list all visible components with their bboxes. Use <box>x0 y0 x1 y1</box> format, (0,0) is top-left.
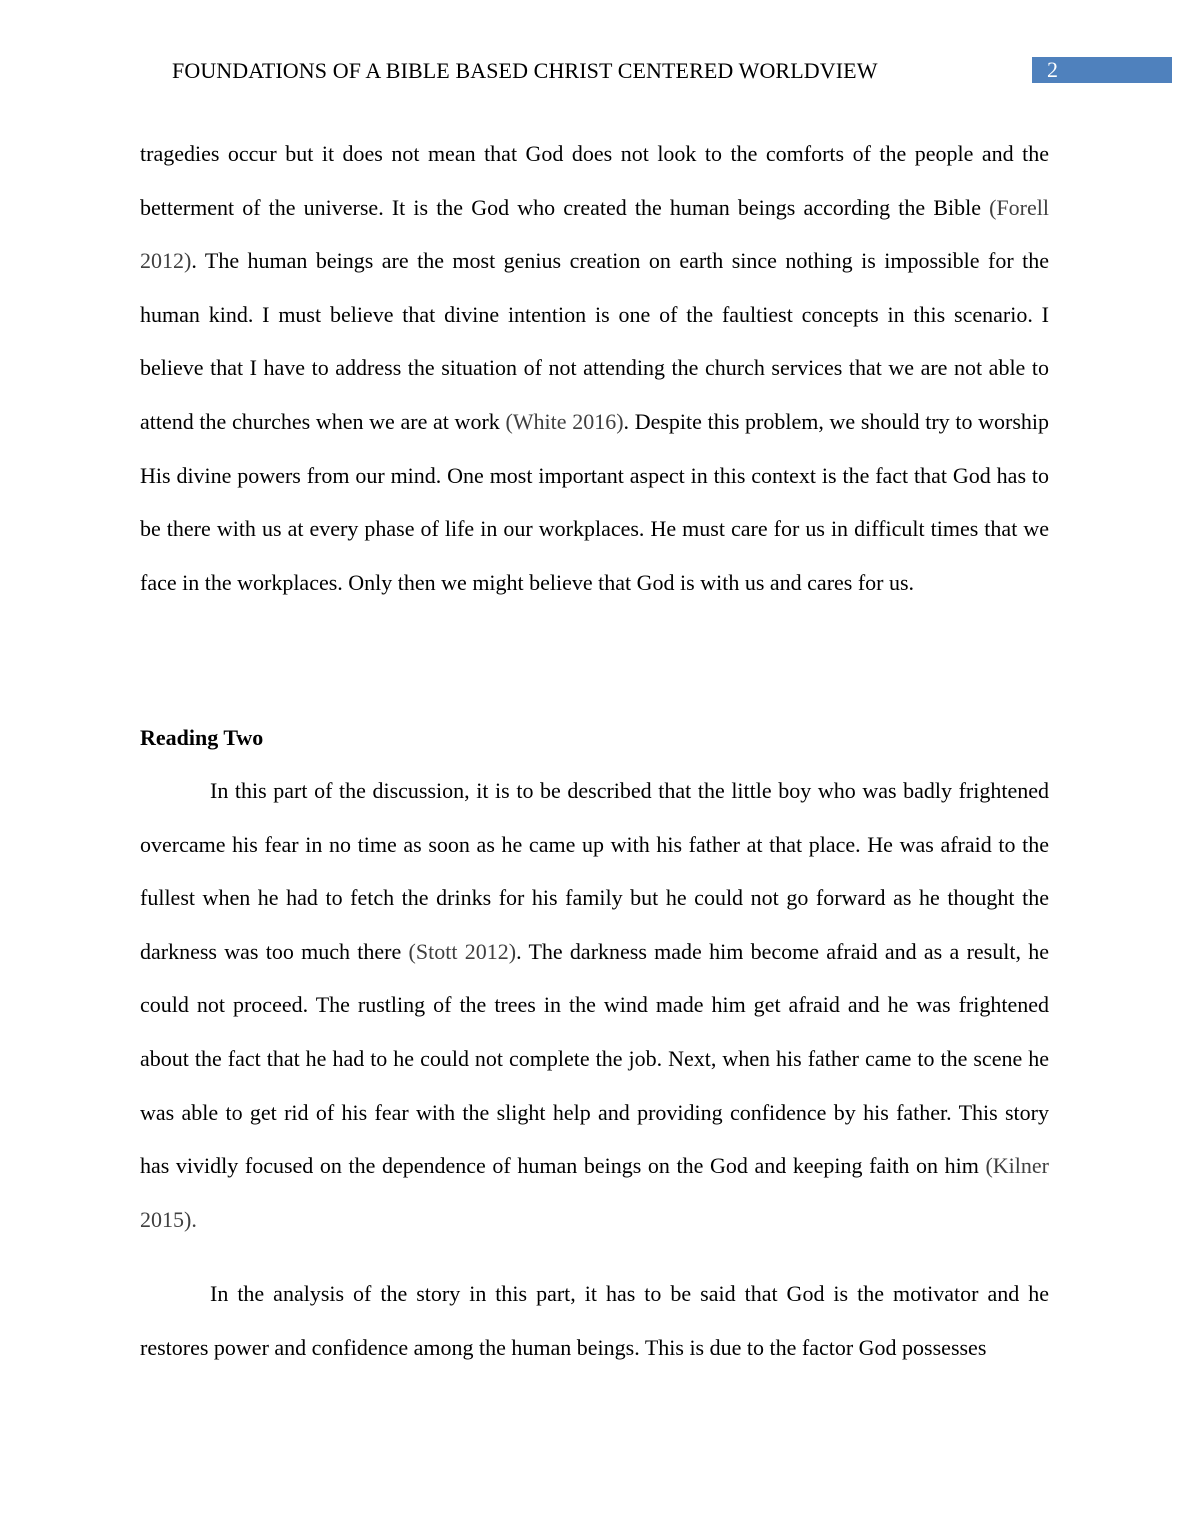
section-heading-reading-two: Reading Two <box>140 725 264 750</box>
citation-white: (White 2016) <box>505 408 624 434</box>
paragraph-2-text-2: . The darkness made him become afraid and as a result, he could not proceed. The rustling of the trees in the wind made him get afraid and he was frightened about the fact that he had to he could not complete the job. Next, when his father came to the scene he was able to get rid of his fear with the slight help and providing confidence by his father. This story has vividly focused on the dependence of human beings on the God and keeping faith on him <box>140 938 1049 1179</box>
citation-kilner: (Kilner 2015) <box>140 1153 1049 1232</box>
paragraph-2 <box>140 764 1049 1246</box>
paragraph-3 <box>140 1267 1049 1374</box>
paragraph-2-text-3: . <box>191 1206 197 1232</box>
page-number-box <box>1032 57 1172 83</box>
paragraph-1-text-3: . Despite this problem, we should try to worship His divine powers from our mind. One most important aspect in this context is the fact that God has to be there with us at every phase of life in our workplaces. He must care for us in difficult times that we face in the workplaces. Only then we might believe that God is with us and cares for us. <box>140 408 1049 595</box>
paragraph-2-text-1: In this part of the discussion, it is to be described that the little boy who was badly frightened overcame his fear in no time as soon as he came up with his father at that place. He was afraid to the fullest when he had to fetch the drinks for his family but he could not go forward as he thought the darkness was too much there <box>140 778 1049 964</box>
paragraph-1-text-2: . The human beings are the most genius creation on earth since nothing is impossible for the human kind. I must believe that divine intention is one of the faultiest concepts in this scenario. I believe that I have to address the situation of not attending the church services that we are not able to attend the churches when we are at work <box>140 248 1049 434</box>
citation-forell: (Forell 2012) <box>140 194 1049 274</box>
page-number: 2 <box>1047 57 1058 82</box>
citation-stott: (Stott 2012) <box>408 938 517 964</box>
paragraph-1-text-1: tragedies occur but it does not mean that God does not look to the comforts of the people and the betterment of the universe. It is the God who created the human beings according the Bible <box>140 141 1049 220</box>
paragraph-1 <box>140 127 1049 609</box>
header-title: FOUNDATIONS OF A BIBLE BASED CHRIST CENTERED WORLDVIEW <box>172 58 878 83</box>
paragraph-3-text-1: In the analysis of the story in this part, it has to be said that God is the motivator and he restores power and confidence among the human beings. This is due to the factor God possesses <box>140 1281 1049 1360</box>
